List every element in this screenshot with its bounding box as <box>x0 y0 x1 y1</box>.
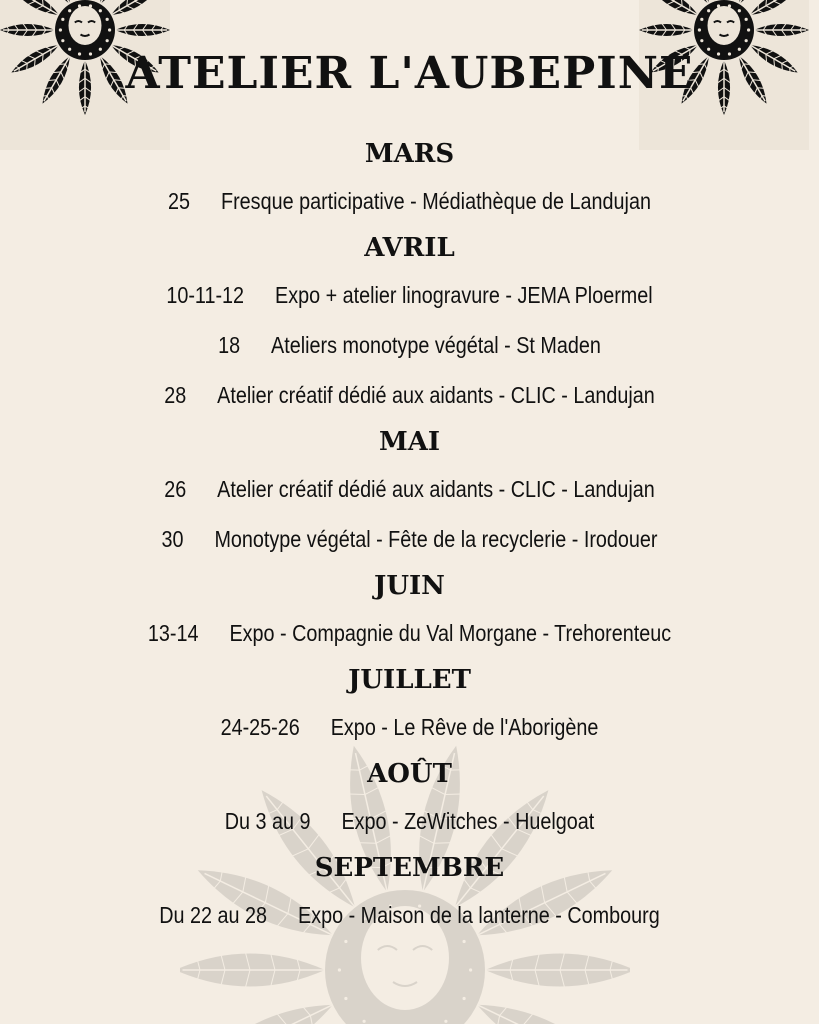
event-row <box>57 514 761 564</box>
schedule <box>0 132 819 940</box>
event-description: Expo - ZeWitches - Huelgoat <box>341 808 595 834</box>
event-date: Du 3 au 9 <box>224 808 311 834</box>
event-date: 10-11-12 <box>166 282 245 308</box>
month-heading: JUILLET <box>348 665 471 695</box>
event-date: 28 <box>164 382 187 408</box>
event-date: 30 <box>161 526 184 552</box>
month-heading: AVRIL <box>364 233 455 263</box>
event-date: 24-25-26 <box>220 714 300 740</box>
event-date: 13-14 <box>147 620 199 646</box>
event-description: Ateliers monotype végétal - St Maden <box>271 332 601 358</box>
event-description: Fresque participative - Médiathèque de Landujan <box>221 188 651 214</box>
month-heading: SEPTEMBRE <box>314 853 505 883</box>
month-heading: JUIN <box>374 571 445 601</box>
month-heading: MARS <box>364 139 455 169</box>
event-row <box>57 608 761 658</box>
event-date: 25 <box>168 188 191 214</box>
event-row <box>57 890 761 940</box>
event-row <box>57 176 761 226</box>
event-description: Expo + atelier linogravure - JEMA Ploermel <box>275 282 653 308</box>
event-description: Expo - Compagnie du Val Morgane - Trehorenteuc <box>229 620 672 646</box>
event-row <box>57 796 761 846</box>
month-heading: MAI <box>378 427 441 457</box>
page-title: ATELIER L'AUBEPINE <box>125 48 694 99</box>
event-row <box>57 270 761 320</box>
event-description: Monotype végétal - Fête de la recyclerie - Irodouer <box>214 526 658 552</box>
event-description: Expo - Le Rêve de l'Aborigène <box>330 714 599 740</box>
event-date: 18 <box>218 332 241 358</box>
event-description: Atelier créatif dédié aux aidants - CLIC - Landujan <box>217 476 655 502</box>
month-heading: AOÛT <box>367 759 452 789</box>
event-row <box>57 702 761 752</box>
event-row <box>57 464 761 514</box>
event-description: Expo - Maison de la lanterne - Combourg <box>298 902 660 928</box>
event-date: 26 <box>164 476 187 502</box>
event-row <box>57 320 761 370</box>
event-description: Atelier créatif dédié aux aidants - CLIC - Landujan <box>217 382 655 408</box>
event-row <box>57 370 761 420</box>
event-date: Du 22 au 28 <box>159 902 268 928</box>
